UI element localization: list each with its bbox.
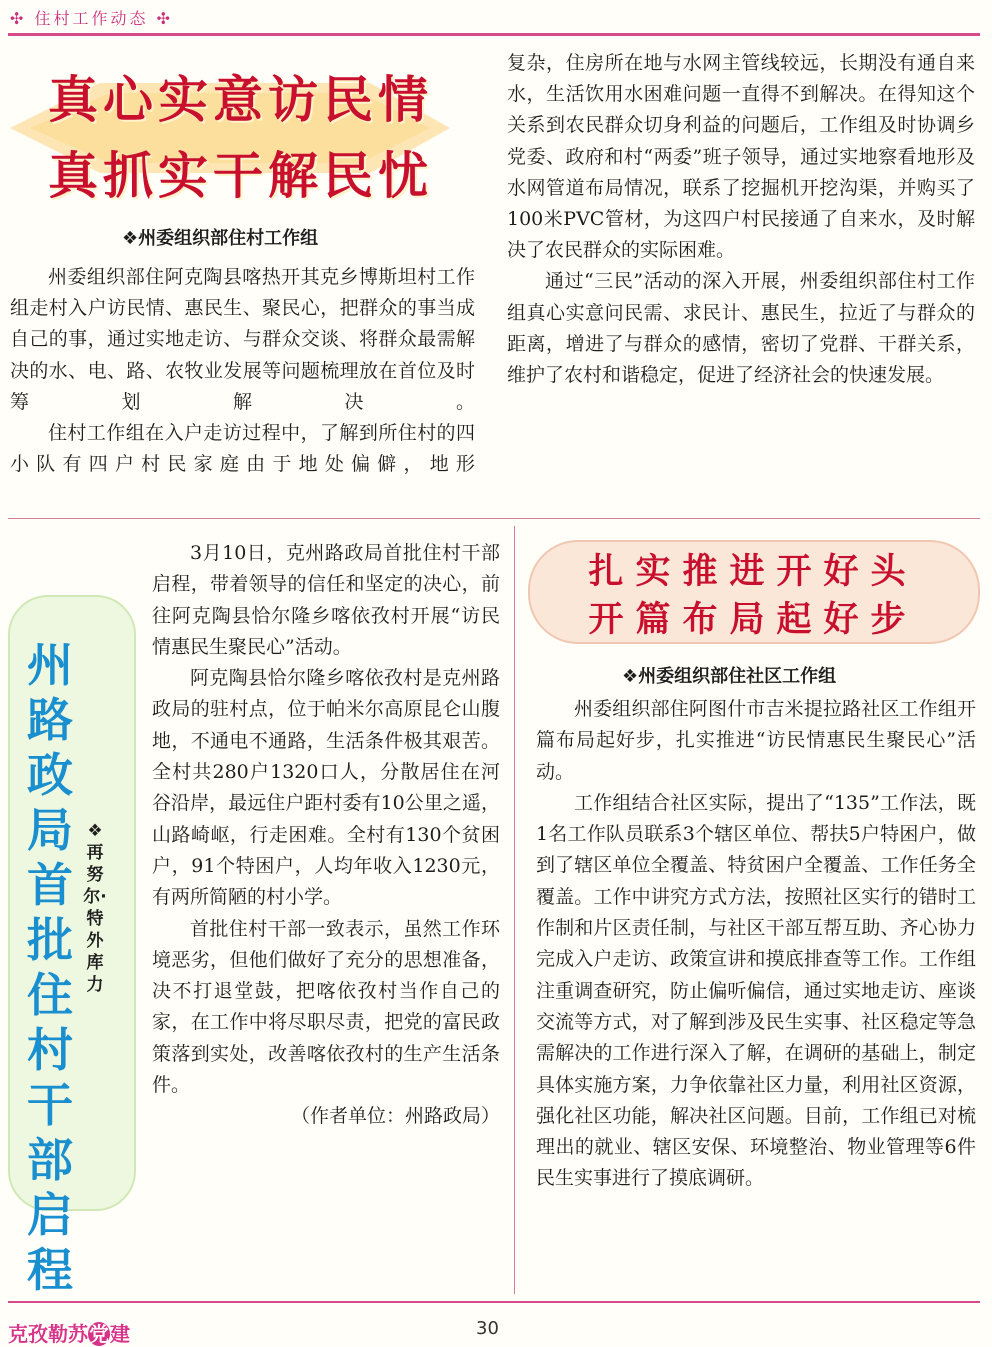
article1-paragraph: 复杂，住房所在地与水网主管线较远，长期没有通自来水，生活饮用水困难问题一直得不到解决。在得知这个关系到农民群众切身利益的问题后，工作组及时协调乡党委、政府和村“两委”班子领导，通过实地察看地形及水网管道布局情况，联系了挖掘机开挖沟渠，并购买了100米PVC管材，为这四户村民接通了自来水，及时解决了农民群众的实际困难。 bbox=[507, 52, 975, 262]
article3-byline: ❖州委组织部住社区工作组 bbox=[622, 666, 837, 687]
header-rule bbox=[8, 33, 980, 36]
section-divider bbox=[8, 518, 980, 519]
article1-left-column bbox=[10, 262, 475, 480]
section-label: ✣ 住村工作动态 ✣ bbox=[10, 9, 173, 28]
article2-title-char: 局 bbox=[27, 803, 73, 857]
article3-title-line2: 开篇布局起好步 bbox=[588, 600, 918, 640]
article1-title-line2: 真抓实干解民忧 bbox=[48, 147, 433, 205]
article3-body bbox=[536, 694, 976, 1195]
article2-title-char: 州 bbox=[27, 638, 73, 692]
article2-title-char: 部 bbox=[27, 1133, 73, 1187]
article2-title-char: 路 bbox=[27, 693, 73, 747]
article3-title-line1: 扎实推进开好头 bbox=[588, 552, 918, 592]
article2-title-char: 干 bbox=[27, 1078, 73, 1132]
article1-paragraph: 住村工作组在入户走访过程中，了解到所住村的四小队有四户村民家庭由于地处偏僻，地形 bbox=[10, 422, 475, 476]
column-divider bbox=[514, 526, 515, 1294]
article2-byline: ❖再努尔·特外库力 bbox=[83, 821, 107, 995]
article2-title-char: 村 bbox=[27, 1023, 73, 1077]
article2-paragraph: 首批住村干部一致表示，虽然工作环境恶劣，但他们做好了充分的思想准备，决不打退堂鼓，把喀依孜村当作自己的家，在工作中将尽职尽责，把党的富民政策落到实处，改善喀依孜村的生产生活条件。 bbox=[152, 917, 500, 1097]
article1-paragraph: 州委组织部住阿克陶县喀热开其克乡博斯坦村工作组走村入户访民情、惠民生、聚民心，把群众的事当成自己的事，通过实地走访、与群众交谈、将群众最需解决的水、电、路、农牧业发展等问题梳理放在首位及时筹划解决。 bbox=[10, 266, 475, 413]
article1-paragraph: 通过“三民”活动的深入开展，州委组织部住村工作组真心实意问民需、求民计、惠民生，拉近了与群众的距离，增进了与群众的感情，密切了党群、干群关系，维护了农村和谐稳定，促进了经济社会的快速发展。 bbox=[507, 270, 975, 387]
magazine-brand-logo bbox=[8, 1318, 130, 1347]
article2-author-unit: （作者单位：州路政局） bbox=[290, 1105, 500, 1128]
article3-paragraph: 工作组结合社区实际，提出了“135”工作法，既1名工作队员联系3个辖区单位、帮扶5户特困户，做到了辖区单位全覆盖、特贫困户全覆盖、工作任务全覆盖。工作中讲究方式方法，按照社区实行的错时工作制和片区责任制，与社区干部互帮互助、齐心协力完成入户走访、政策宣讲和摸底排查等工作。工作组注重调查研究，防止偏听偏信，通过实地走访、座谈交流等方式，对了解到涉及民生实事、社区稳定等急需解决的工作进行深入了解，在调研的基础上，制定具体实施方案，力争依靠社区力量，利用社区资源，强化社区功能，解决社区问题。目前，工作组已对梳理出的就业、辖区安保、环境整治、物业管理等6件民生实事进行了摸底调研。 bbox=[536, 791, 976, 1190]
article2-paragraph: 3月10日，克州路政局首批住村干部启程，带着领导的信任和坚定的决心，前往阿克陶县恰尔隆乡喀依孜村开展“访民情惠民生聚民心”活动。 bbox=[152, 542, 500, 658]
article2-body bbox=[152, 538, 500, 1133]
brand-prefix: 克孜勒苏 bbox=[8, 1322, 88, 1346]
article2-title-char: 住 bbox=[27, 968, 73, 1022]
article2-paragraph: 阿克陶县恰尔隆乡喀依孜村是克州路政局的驻村点，位于帕米尔高原昆仑山腹地，不通电不通路，生活条件极其艰苦。全村共280户1320口人，分散居住在河谷沿岸，最远住户距村委有10公里之遥，山路崎岖，行走困难。全村有130个贫困户，91个特困户，人均年收入1230元，有两所简陋的村小学。 bbox=[152, 667, 500, 909]
article2-title-char: 程 bbox=[27, 1243, 73, 1297]
article2-title-char: 启 bbox=[27, 1188, 73, 1242]
article1-title-line1: 真心实意访民情 bbox=[48, 71, 433, 129]
brand-suffix: 建 bbox=[110, 1322, 130, 1346]
article2-title bbox=[26, 638, 74, 1298]
article1-right-column bbox=[507, 48, 975, 391]
article2-title-char: 政 bbox=[27, 748, 73, 802]
article2-title-char: 批 bbox=[27, 913, 73, 967]
article1-byline: ❖州委组织部住村工作组 bbox=[122, 228, 319, 249]
footer-rule bbox=[8, 1301, 980, 1303]
page-number: 30 bbox=[476, 1318, 499, 1339]
brand-highlight: 党 bbox=[89, 1322, 109, 1346]
article2-title-char: 首 bbox=[27, 858, 73, 912]
article3-paragraph: 州委组织部住阿图什市吉米提拉路社区工作组开篇布局起好步，扎实推进“访民情惠民生聚民心”活动。 bbox=[536, 698, 976, 783]
